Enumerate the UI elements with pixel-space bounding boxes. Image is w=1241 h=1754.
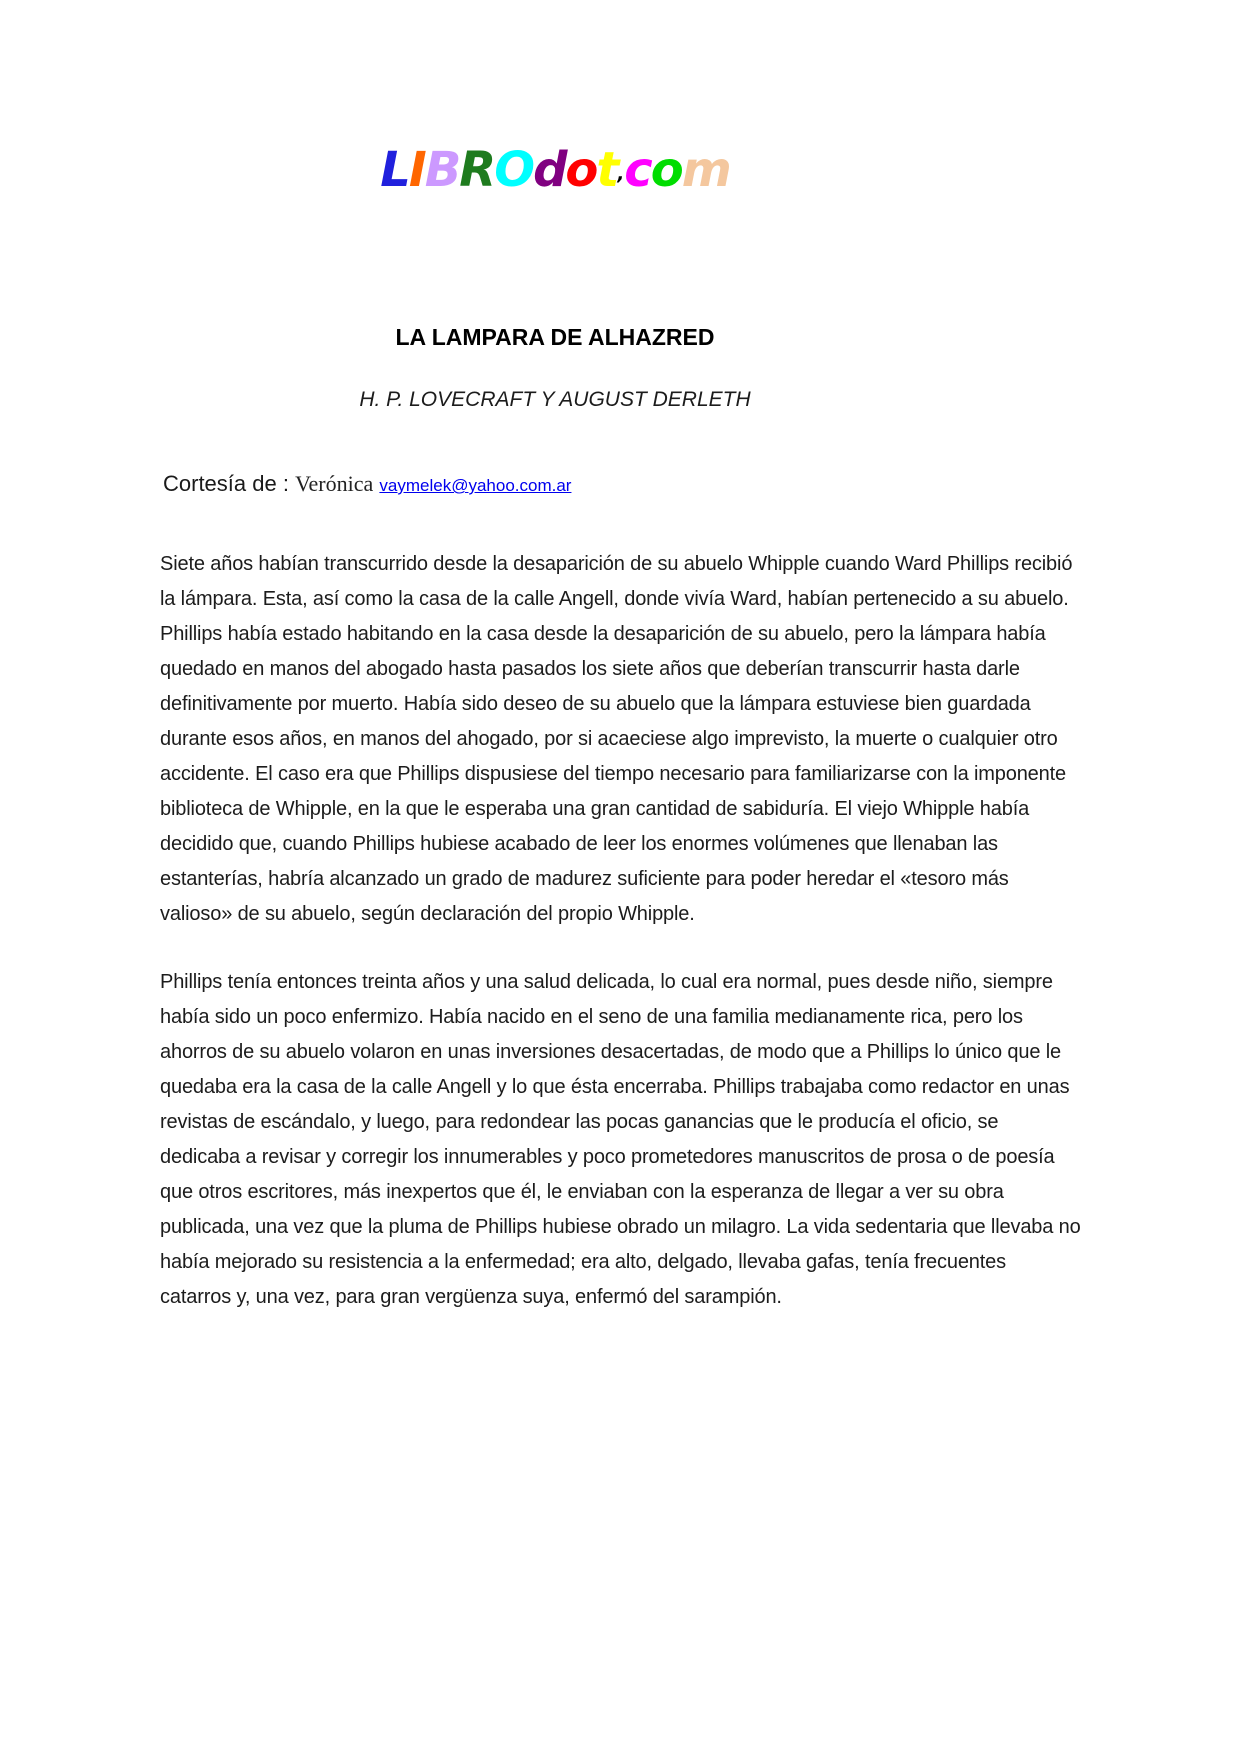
courtesy-name: Verónica [295,471,374,496]
courtesy-line [163,469,1081,501]
story-body [160,547,1081,1315]
logo-letter: c [624,142,651,198]
paragraph-1: Siete años habían transcurrido desde la desaparición de su abuelo Whipple cuando Ward Phillips recibió la lámpara. Esta, así como la casa de la calle Angell, donde vivía Ward, habían pertenecido a su abuelo. Phillips había estado habitando en la casa desde la desaparición de su abuelo, pero la lámpara había quedado en manos del abogado hasta pasados los siete años que deberían transcurrir hasta darle definitivamente por muerto. Había sido deseo de su abuelo que la lámpara estuviese bien guardada durante esos años, en manos del ahogado, por si acaeciese algo imprevisto, la muerte o cualquier otro accidente. El caso era que Phillips dispusiese del tiempo necesario para familiarizarse con la imponente biblioteca de Whipple, en la que le esperaba una gran cantidad de sabiduría. El viejo Whipple había decidido que, cuando Phillips hubiese acabado de leer los enormes volúmenes que llenaban las estanterías, habría alcanzado un grado de madurez suficiente para poder heredar el «tesoro más valioso» de su abuelo, según declaración del propio Whipple. [160,553,1073,925]
header-block [160,140,950,413]
logo-letter: L [380,142,409,198]
logo-letter: m [681,142,730,198]
story-title: LA LAMPARA DE ALHAZRED [395,324,715,350]
author-line: H. P. LOVECRAFT Y AUGUST DERLETH [359,388,751,411]
logo-letter: o [650,142,682,198]
logo-letter: R [459,142,495,198]
courtesy-label: Cortesía de : [163,471,289,496]
logo-letter: d [533,142,566,198]
logo-letter: o [565,142,597,198]
paragraph-2: Phillips tenía entonces treinta años y una salud delicada, lo cual era normal, pues desde niño, siempre había sido un poco enfermizo. Había nacido en el seno de una familia medianamente rica, pero los ahorros de su abuelo volaron en unas inversiones desacertadas, de modo que a Phillips lo único que le quedaba era la casa de la calle Angell y lo que ésta encerraba. Phillips trabajaba como redactor en unas revistas de escándalo, y luego, para redondear las pocas ganancias que le producía el oficio, se dedicaba a revisar y corregir los innumerables y poco prometedores manuscritos de prosa o de poesía que otros escritores, más inexpertos que él, le enviaban con la esperanza de llegar a ver su obra publicada, una vez que la pluma de Phillips hubiese obrado un milagro. La vida sedentaria que llevaba no había mejorado su resistencia a la enfermedad; era alto, delgado, llevaba gafas, tenía frecuentes catarros y, una vez, para gran vergüenza suya, enfermó del sarampión. [160,971,1081,1308]
librodot-logo [160,140,950,211]
logo-letter: t [596,142,618,198]
logo-letter: , [617,164,625,185]
email-link[interactable]: vaymelek@yahoo.com.ar [379,476,572,495]
logo-letter: I [408,142,425,198]
logo-letter: O [494,142,534,198]
logo-letter: B [424,142,460,198]
